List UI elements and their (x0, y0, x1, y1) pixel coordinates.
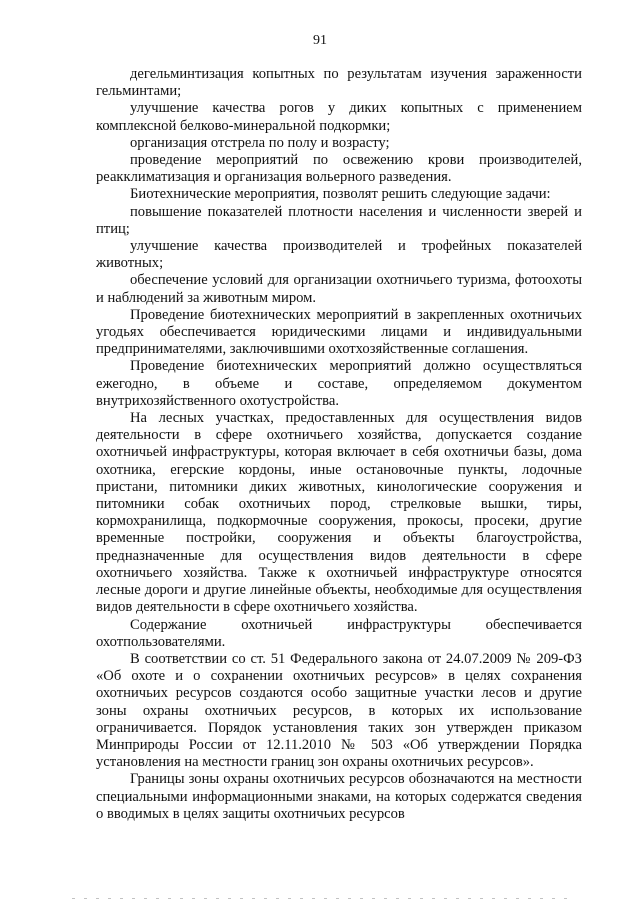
document-body (96, 66, 582, 823)
paragraph: Проведение биотехнических мероприятий в закрепленных охотничьих угодьях обеспечивается юридическими лицами и индивидуальными предпринимателями, заключившими охотхозяйственные соглашения. (96, 306, 582, 358)
paragraph: организация отстрела по полу и возрасту; (130, 134, 390, 151)
paragraph: улучшение качества рогов у диких копытных с применением комплексной белково-минеральной подкормки; (96, 100, 582, 134)
paragraph: обеспечение условий для организации охотничьего туризма, фотоохоты и наблюдений за животным миром. (96, 272, 582, 306)
paragraph: проведение мероприятий по освежению крови производителей, реакклиматизация и организация вольерного разведения. (96, 152, 582, 186)
paragraph: улучшение качества производителей и трофейных показателей животных; (96, 238, 582, 272)
paragraph: Проведение биотехнических мероприятий должно осуществляться ежегодно, в объеме и составе, определяемом документом внутрихозяйственного охотустройства. (96, 358, 582, 409)
paragraph: Границы зоны охраны охотничьих ресурсов обозначаются на местности специальными информационными знаками, на которых содержатся сведения о вводимых в целях защиты охотничьих ресурсов (96, 771, 582, 822)
paragraph: На лесных участках, предоставленных для осуществления видов деятельности в сфере охотничьего хозяйства, допускается создание охотничьей инфраструктуры, которая включает в себя охотничьи базы, дома охотника, егерские кордоны, иные остановочные пункты, лодочные пристани, питомники диких животных, кинологические сооружения и питомники собак охотничьих пород, стрелковые вышки, тиры, кормохранилища, подкормочные сооружения, прокосы, просеки, другие временные постройки, сооружения и объекты благоустройства, предназначенные для осуществления видов деятельности в сфере охотничьего хозяйства. Также к охотничьей инфраструктуре относятся лесные дороги и другие линейные объекты, необходимые для осуществления видов деятельности в сфере охотничьего хозяйства. (96, 410, 582, 616)
paragraph: В соответствии со ст. 51 Федерального закона от 24.07.2009 № 209-ФЗ «Об охоте и о сохранении охотничьих ресурсов» в целях сохранения охотничьих ресурсов создаются особо защитные участки лесов и другие зоны охраны охотничьих ресурсов, в которых их использование ограничивается. Порядок установления таких зон утвержден приказом Минприроды России от 12.11.2010 № 503 «Об утверждении Порядка установления на местности границ зон охраны охотничьих ресурсов». (96, 650, 582, 771)
paragraph: повышение показателей плотности населения и численности зверей и птиц; (96, 203, 582, 237)
page-number: 91 (313, 33, 327, 48)
paragraph: Содержание охотничьей инфраструктуры обеспечивается охотпользователями. (96, 616, 582, 650)
paragraph: дегельминтизация копытных по результатам изучения зараженности гельминтами; (96, 66, 582, 100)
scan-artifact-line (72, 898, 572, 899)
paragraph: Биотехнические мероприятия, позволят решить следующие задачи: (130, 186, 551, 203)
